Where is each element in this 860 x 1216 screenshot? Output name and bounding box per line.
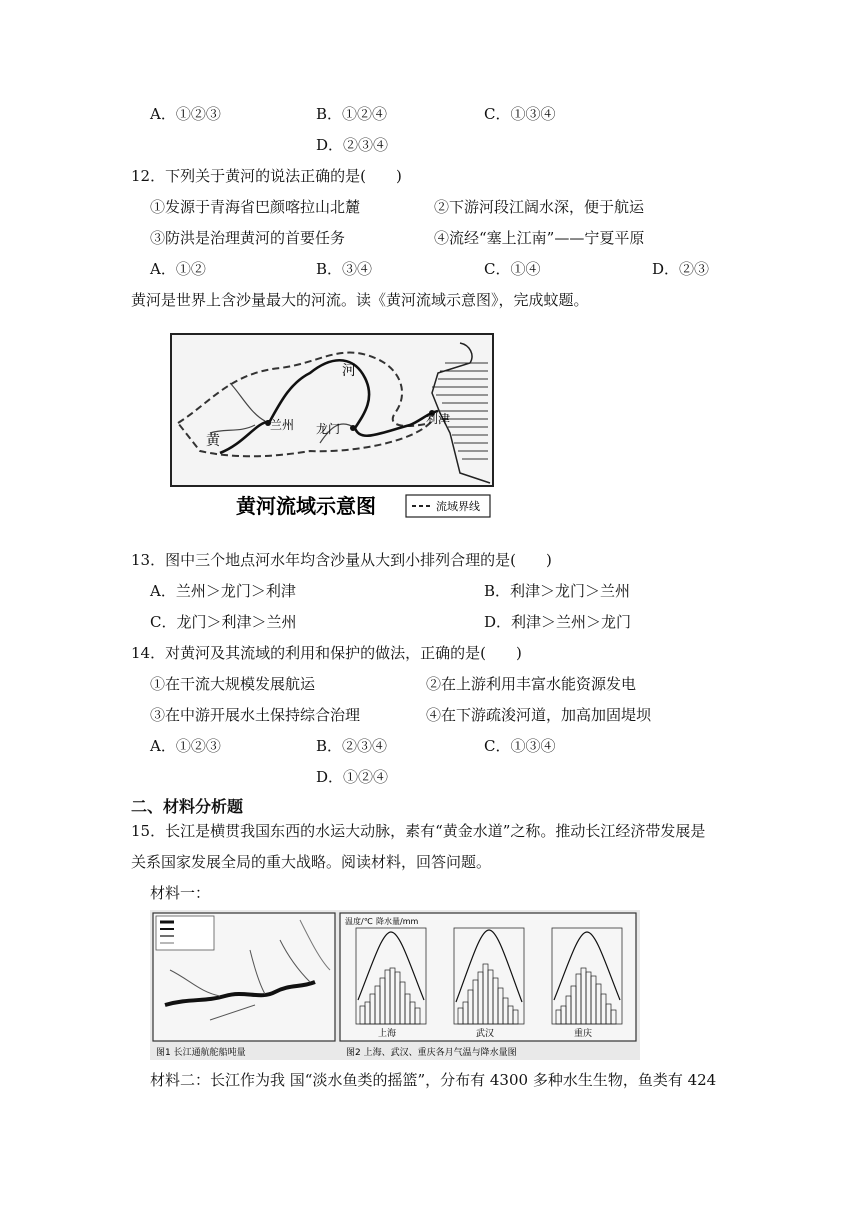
- q14-stem: 14．对黄河及其流域的利用和保护的做法，正确的是( ): [131, 644, 522, 662]
- map1-label-lijin: 利津: [426, 412, 451, 426]
- city-label-shanghai: 上海: [378, 1029, 397, 1039]
- q14-statement-3: ③在中游开展水土保持综合治理: [150, 706, 361, 724]
- fig1-caption: 图1 长江通航舵船吨量: [156, 1048, 246, 1058]
- q14-option-a: A．①②③: [150, 737, 221, 755]
- q14-option-c: C．①③④: [484, 737, 556, 755]
- q13-stem: 13．图中三个地点河水年均含沙量从大到小排列合理的是( ): [131, 551, 552, 569]
- q12-statement-3: ③防洪是治理黄河的首要任务: [150, 229, 346, 247]
- q13-option-b: B．利津＞龙门＞兰州: [484, 582, 631, 600]
- q13-option-a: A．兰州＞龙门＞利津: [150, 582, 296, 600]
- q14-option-d: D．①②④: [316, 768, 389, 786]
- q15-stem-line2: 关系国家发展全局的重大战略。阅读材料，回答问题。: [131, 853, 492, 871]
- q14-statement-4: ④在下游疏浚河道，加高加固堤坝: [426, 706, 652, 724]
- map1-label-huang: 黄: [206, 433, 220, 449]
- q13-option-c: C．龙门＞利津＞兰州: [150, 613, 297, 631]
- city-label-wuhan: 武汉: [476, 1029, 495, 1039]
- q12-stem: 12．下列关于黄河的说法正确的是( ): [131, 167, 402, 185]
- q12-option-b: B．③④: [316, 260, 373, 278]
- map1-label-longmen: 龙门: [316, 422, 341, 436]
- q11-option-c: C．①③④: [484, 105, 556, 123]
- climate-header-temp: 温度/℃: [345, 917, 373, 926]
- q12-statement-2: ②下游河段江阔水深，便于航运: [434, 198, 645, 216]
- q12-option-a: A．①②: [150, 260, 206, 278]
- material1-figures: [150, 910, 640, 1060]
- fig2-caption: 图2 上海、武汉、重庆各月气温与降水量图: [346, 1048, 517, 1058]
- yellow-river-basin-map: [170, 333, 494, 521]
- q12-statement-4: ④流经“塞上江南”——宁夏平原: [434, 229, 645, 247]
- intro-text: 黄河是世界上含沙量最大的河流。读《黄河流域示意图》，完成蚊题。: [131, 291, 589, 309]
- q14-statement-1: ①在干流大规模发展航运: [150, 675, 316, 693]
- map1-title: 黄河流域示意图: [236, 494, 376, 518]
- q12-option-c: C．①④: [484, 260, 541, 278]
- map1-label-he: 河: [342, 363, 356, 379]
- city-label-chongqing: 重庆: [574, 1029, 593, 1039]
- q11-option-a: A．①②③: [150, 105, 221, 123]
- q11-option-d: D．②③④: [316, 136, 389, 154]
- material2-line: 材料二：长江作为我 国“淡水鱼类的摇篮”，分布有 4300 多种水生生物，鱼类有 424: [150, 1071, 717, 1089]
- section-heading: 二、材料分析题: [131, 797, 244, 816]
- map1-label-lanzhou: 兰州: [270, 418, 295, 432]
- q14-option-b: B．②③④: [316, 737, 388, 755]
- q15-stem-line1: 15．长江是横贯我国东西的水运大动脉，素有“黄金水道”之称。推动长江经济带发展是: [131, 822, 706, 840]
- q13-option-d: D．利津＞兰州＞龙门: [484, 613, 632, 631]
- material1-label: 材料一：: [150, 884, 211, 902]
- q11-option-b: B．①②④: [316, 105, 388, 123]
- q14-statement-2: ②在上游利用丰富水能资源发电: [426, 675, 637, 693]
- q12-statement-1: ①发源于青海省巴颜喀拉山北麓: [150, 198, 361, 216]
- q12-option-d: D．②③: [652, 260, 710, 278]
- climate-header-precip: 降水量/mm: [376, 917, 419, 926]
- map1-legend: 流域界线: [436, 500, 480, 513]
